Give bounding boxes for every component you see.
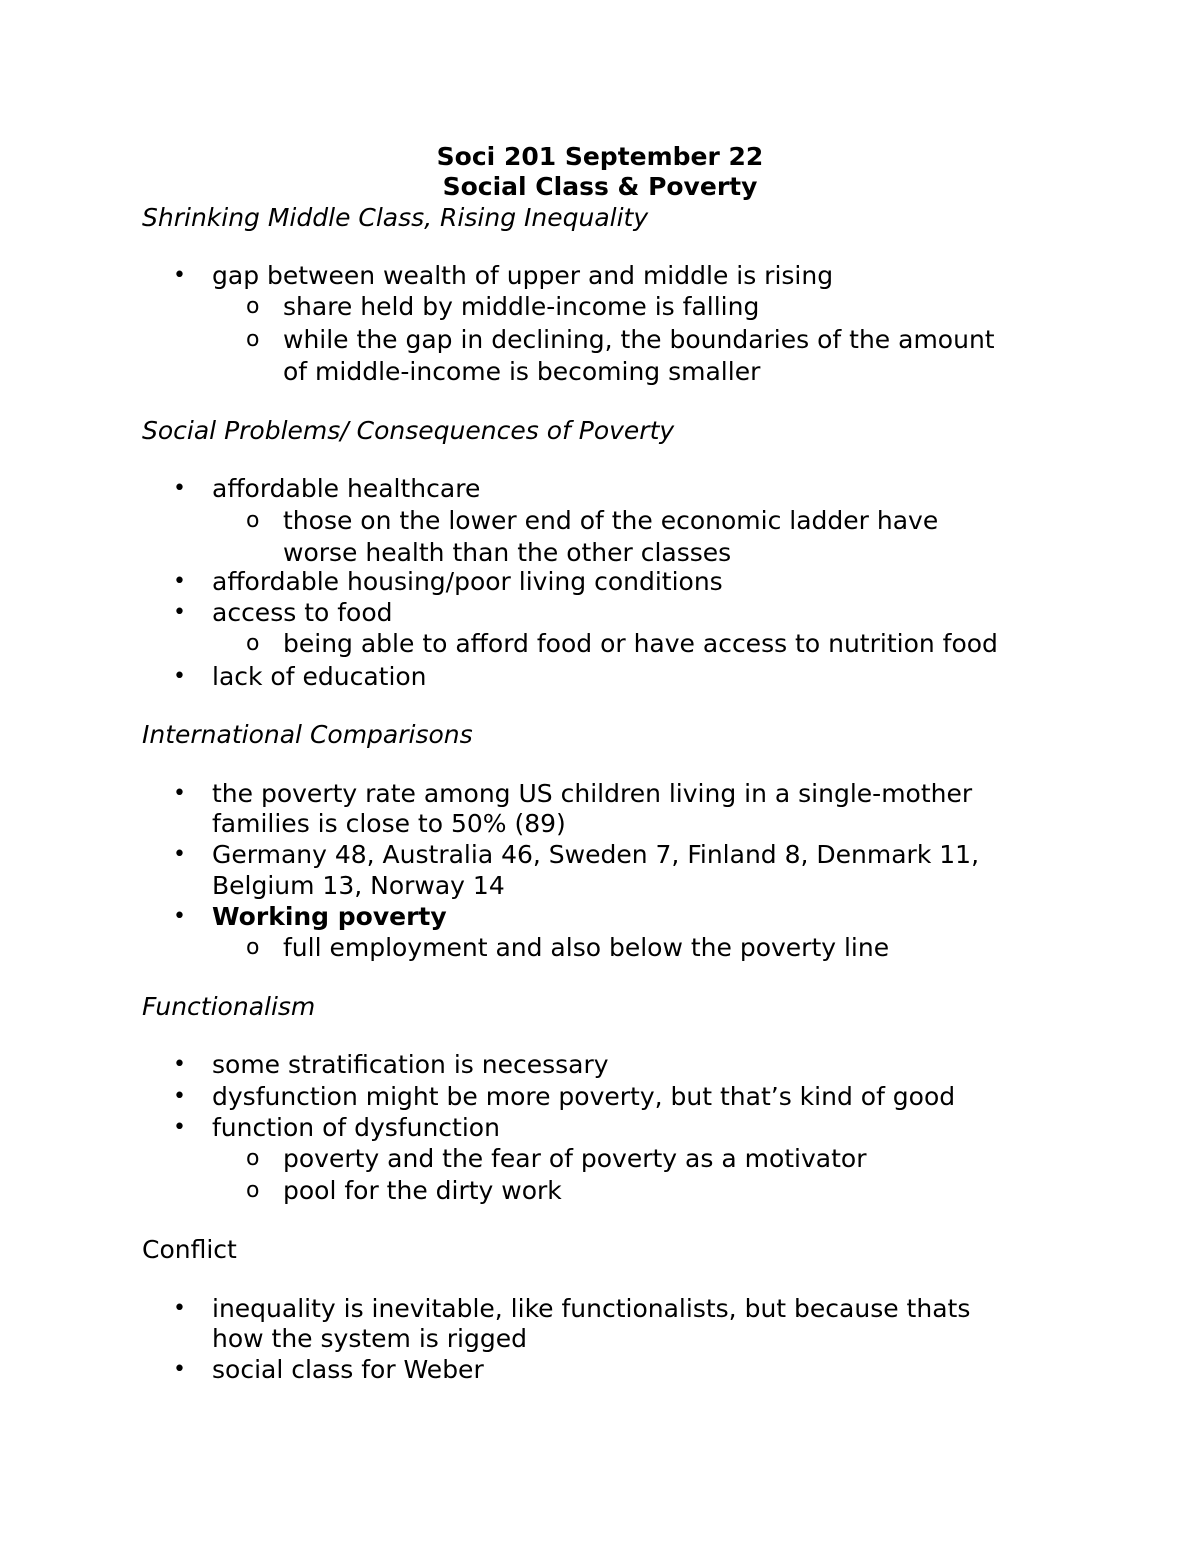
sub-bullet-marker: o: [246, 294, 260, 319]
sub-bullet-marker: o: [246, 631, 260, 656]
document-subtitle: Social Class & Poverty: [442, 172, 758, 201]
bullet-item: inequality is inevitable, like functionalists, but because thats: [212, 1294, 971, 1323]
sub-bullet-marker: o: [246, 1146, 260, 1171]
bullet-marker: •: [173, 1084, 186, 1109]
bullet-marker: •: [173, 569, 186, 594]
bullet-marker: •: [173, 1052, 186, 1077]
section-heading: International Comparisons: [142, 720, 473, 749]
sub-bullet-item: poverty and the fear of poverty as a motivator: [283, 1144, 867, 1173]
bullet-continuation: families is close to 50% (89): [212, 809, 566, 838]
sub-bullet-item: while the gap in declining, the boundaries of the amount: [283, 325, 995, 354]
sub-bullet-marker: o: [246, 1178, 260, 1203]
bullet-item: affordable healthcare: [212, 474, 481, 503]
bullet-continuation: Belgium 13, Norway 14: [212, 871, 505, 900]
sub-bullet-marker: o: [246, 935, 260, 960]
bullet-marker: •: [173, 842, 186, 867]
sub-bullet-marker: o: [246, 508, 260, 533]
sub-bullet-continuation: worse health than the other classes: [283, 538, 732, 567]
bullet-marker: •: [173, 1296, 186, 1321]
bullet-marker: •: [173, 781, 186, 806]
section-heading: Social Problems/ Consequences of Poverty: [142, 416, 675, 445]
bullet-item: function of dysfunction: [212, 1113, 500, 1142]
bullet-marker: •: [173, 664, 186, 689]
bullet-item: some stratification is necessary: [212, 1050, 609, 1079]
bullet-item: the poverty rate among US children living in a single-mother: [212, 779, 973, 808]
sub-bullet-item: being able to afford food or have access to nutrition food: [283, 629, 998, 658]
document-title: Soci 201 September 22: [436, 142, 764, 171]
sub-bullet-item: those on the lower end of the economic ladder have: [283, 506, 939, 535]
section-heading: Conflict: [142, 1235, 237, 1264]
bullet-item: social class for Weber: [212, 1355, 484, 1384]
bullet-continuation: how the system is rigged: [212, 1324, 527, 1353]
bullet-marker: •: [173, 263, 186, 288]
bullet-marker: •: [173, 600, 186, 625]
sub-bullet-continuation: of middle-income is becoming smaller: [283, 357, 761, 386]
section-heading: Functionalism: [142, 992, 316, 1021]
bullet-item: affordable housing/poor living conditions: [212, 567, 723, 596]
section-heading: Shrinking Middle Class, Rising Inequality: [142, 203, 649, 232]
sub-bullet-item: full employment and also below the poverty line: [283, 933, 890, 962]
bullet-marker: •: [173, 904, 186, 929]
bullet-item-bold: Working poverty: [212, 902, 447, 931]
bullet-item: gap between wealth of upper and middle is rising: [212, 261, 834, 290]
sub-bullet-marker: o: [246, 327, 260, 352]
bullet-marker: •: [173, 1115, 186, 1140]
bullet-marker: •: [173, 1357, 186, 1382]
bullet-item: dysfunction might be more poverty, but that’s kind of good: [212, 1082, 956, 1111]
sub-bullet-item: pool for the dirty work: [283, 1176, 562, 1205]
bullet-item: Germany 48, Australia 46, Sweden 7, Finland 8, Denmark 11,: [212, 840, 980, 869]
bullet-marker: •: [173, 476, 186, 501]
sub-bullet-item: share held by middle-income is falling: [283, 292, 760, 321]
bullet-item: access to food: [212, 598, 393, 627]
bullet-item: lack of education: [212, 662, 427, 691]
